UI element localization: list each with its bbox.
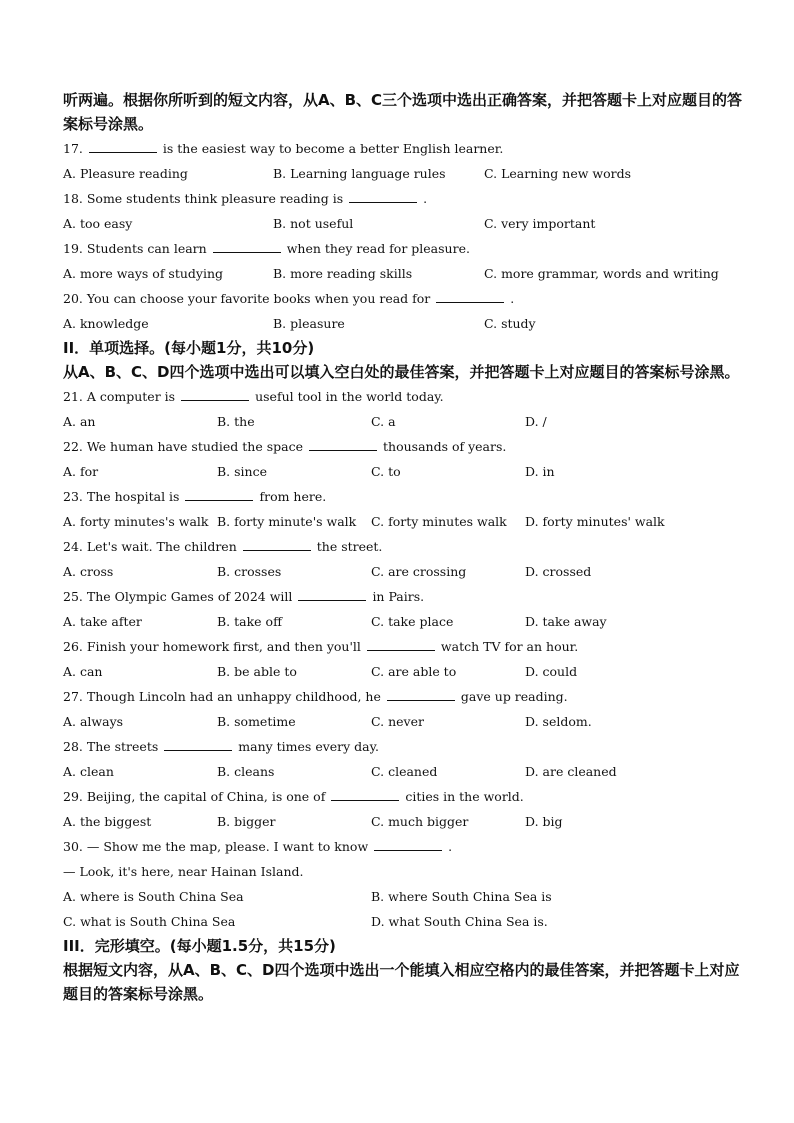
options-row: [63, 509, 743, 534]
option-d: D. in: [525, 464, 555, 479]
option-d: D. take away: [525, 614, 607, 629]
option-a: A. forty minutes's walk: [63, 514, 209, 529]
option-d: D. forty minutes' walk: [525, 514, 665, 529]
option-c: C. a: [371, 414, 396, 429]
option-c: C. study: [484, 316, 536, 331]
option-c: C. are crossing: [371, 564, 467, 579]
question-27: 27. Though Lincoln had an unhappy childhood, he gave up reading. A. always B. sometime C. never D. seldom.: [63, 684, 743, 734]
question-17: 17. is the easiest way to become a better English learner. A. Pleasure reading B. Learning language rules C. Learning new words: [63, 136, 743, 186]
options-row: [63, 459, 743, 484]
options-row: [63, 161, 743, 186]
options-row: [63, 609, 743, 634]
option-b: B. the: [217, 414, 255, 429]
question-26: 26. Finish your homework first, and then you'll watch TV for an hour. A. can B. be able to C. are able to D. could: [63, 634, 743, 684]
option-b: B. forty minute's walk: [217, 514, 357, 529]
option-d: D. could: [525, 664, 578, 679]
option-b: B. cleans: [217, 764, 275, 779]
options-row: [63, 809, 743, 834]
question-28: 28. The streets many times every day. A. clean B. cleans C. cleaned D. are cleaned: [63, 734, 743, 784]
option-c: C. much bigger: [371, 814, 469, 829]
option-c: C. cleaned: [371, 764, 438, 779]
option-a: A. clean: [63, 764, 114, 779]
option-c: C. are able to: [371, 664, 457, 679]
option-a: A. always: [63, 714, 124, 729]
option-c: C. more grammar, words and writing: [484, 266, 719, 281]
answer-blank: [185, 487, 253, 501]
option-b: B. more reading skills: [273, 266, 413, 281]
option-a: A. more ways of studying: [63, 266, 224, 281]
option-b: B. be able to: [217, 664, 297, 679]
option-c: C. Learning new words: [484, 166, 632, 181]
question-25: 25. The Olympic Games of 2024 will in Pairs. A. take after B. take off C. take place D. take away: [63, 584, 743, 634]
question-21: 21. A computer is useful tool in the world today. A. an B. the C. a D. /: [63, 384, 743, 434]
listening-questions: [63, 136, 743, 336]
section-title-cloze: III．完形填空。(每小题1.5分，共15分): [63, 937, 336, 955]
option-d: D. what South China Sea is.: [371, 914, 548, 929]
answer-blank: [213, 239, 281, 253]
answer-blank: [374, 837, 442, 851]
option-a: A. Pleasure reading: [63, 166, 188, 181]
answer-blank: [367, 637, 435, 651]
options-row: [63, 759, 743, 784]
option-c: C. to: [371, 464, 401, 479]
answer-blank: [164, 737, 232, 751]
option-c: C. forty minutes walk: [371, 514, 507, 529]
options-row: [63, 909, 743, 934]
answer-blank: [89, 139, 157, 153]
answer-blank: [387, 687, 455, 701]
answer-blank: [331, 787, 399, 801]
answer-blank: [298, 587, 366, 601]
options-row: [63, 211, 743, 236]
exam-page: [63, 88, 743, 1006]
option-a: A. where is South China Sea: [63, 889, 244, 904]
question-29: 29. Beijing, the capital of China, is one of cities in the world. A. the biggest B. bigger C. much bigger D. big: [63, 784, 743, 834]
options-row: [63, 884, 743, 909]
option-a: A. can: [63, 664, 103, 679]
option-a: A. for: [63, 464, 99, 479]
option-a: A. an: [63, 414, 96, 429]
question-24: 24. Let's wait. The children the street. A. cross B. crosses C. are crossing D. crossed: [63, 534, 743, 584]
dialogue-reply: — Look, it's here, near Hainan Island.: [63, 864, 304, 879]
listening-instruction: 听两遍。根据你所听到的短文内容，从A、B、C三个选项中选出正确答案，并把答题卡上对应题目的答案标号涂黑。: [63, 91, 743, 133]
answer-blank: [309, 437, 377, 451]
question-19: 19. Students can learn when they read for pleasure. A. more ways of studying B. more reading skills C. more grammar, words and writing: [63, 236, 743, 286]
option-d: D. /: [525, 414, 547, 429]
option-a: A. cross: [63, 564, 114, 579]
option-c: C. never: [371, 714, 424, 729]
option-a: A. the biggest: [63, 814, 152, 829]
options-row: [63, 709, 743, 734]
option-b: B. pleasure: [273, 316, 345, 331]
option-b: B. since: [217, 464, 267, 479]
answer-blank: [436, 289, 504, 303]
question-18: 18. Some students think pleasure reading is . A. too easy B. not useful C. very important: [63, 186, 743, 236]
option-c: C. what is South China Sea: [63, 914, 236, 929]
answer-blank: [181, 387, 249, 401]
question-22: 22. We human have studied the space thousands of years. A. for B. since C. to D. in: [63, 434, 743, 484]
answer-blank: [243, 537, 311, 551]
option-d: D. seldom.: [525, 714, 592, 729]
single-choice-questions: [63, 384, 743, 934]
options-row: [63, 261, 743, 286]
option-b: B. crosses: [217, 564, 282, 579]
question-23: 23. The hospital is from here. A. forty minutes's walk B. forty minute's walk C. forty minutes walk D. forty minutes' walk: [63, 484, 743, 534]
option-b: B. bigger: [217, 814, 276, 829]
option-b: B. where South China Sea is: [371, 889, 552, 904]
option-d: D. big: [525, 814, 563, 829]
option-a: A. knowledge: [63, 316, 149, 331]
option-c: C. very important: [484, 216, 596, 231]
single-choice-instruction: 从A、B、C、D四个选项中选出可以填入空白处的最佳答案，并把答题卡上对应题目的答案标号涂黑。: [63, 363, 740, 381]
option-b: B. Learning language rules: [273, 166, 446, 181]
option-d: D. crossed: [525, 564, 592, 579]
section-title-single-choice: II．单项选择。(每小题1分，共10分): [63, 339, 315, 357]
options-row: [63, 559, 743, 584]
option-a: A. too easy: [63, 216, 133, 231]
options-row: [63, 311, 743, 336]
options-row: [63, 409, 743, 434]
option-b: B. sometime: [217, 714, 296, 729]
option-b: B. not useful: [273, 216, 354, 231]
option-a: A. take after: [63, 614, 142, 629]
option-c: C. take place: [371, 614, 454, 629]
option-b: B. take off: [217, 614, 282, 629]
options-row: [63, 659, 743, 684]
question-20: 20. You can choose your favorite books when you read for . A. knowledge B. pleasure C. study: [63, 286, 743, 336]
option-d: D. are cleaned: [525, 764, 617, 779]
cloze-instruction: 根据短文内容，从A、B、C、D四个选项中选出一个能填入相应空格内的最佳答案，并把答题卡上对应题目的答案标号涂黑。: [63, 961, 740, 1003]
answer-blank: [349, 189, 417, 203]
question-30: 30. — Show me the map, please. I want to know . — Look, it's here, near Hainan Island. A. where is South China Sea B. where South China Sea is C. what is South China Sea D. what South China Sea is.: [63, 834, 743, 934]
